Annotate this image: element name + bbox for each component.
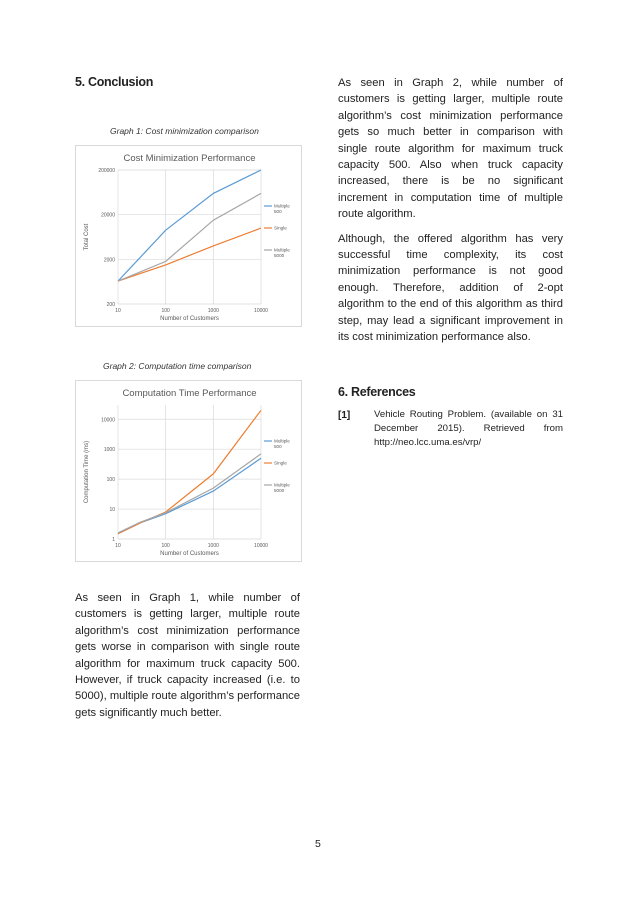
legend-label: Multiple 5000: [274, 482, 290, 493]
y-axis-title: Total Cost: [84, 223, 90, 251]
y-tick-label: 20000: [101, 212, 115, 219]
cost-chart: [75, 145, 302, 327]
left-paragraph: [75, 590, 300, 729]
graph2-discussion: As seen in Graph 2, while number of customers is getting larger, multiple route algorithm’s cost minimization performance gets so much better in comparison with single route algorithm for maximum truck capacity 500. Also when truck capacity increased, there is be no significant increment in computation time of multiple route algorithm.: [338, 77, 563, 221]
right-paragraphs: [338, 75, 563, 354]
chart-title: Cost Minimization Performance: [123, 153, 256, 164]
y-tick-label: 2000: [103, 257, 115, 264]
chart-title: Computation Time Performance: [122, 388, 257, 399]
x-axis-title: Number of Customers: [160, 316, 219, 322]
time-chart-svg: [76, 381, 301, 561]
time-chart: [75, 380, 302, 562]
x-tick-label: 10000: [254, 543, 268, 549]
x-tick-label: 1000: [207, 543, 219, 549]
series-line-3: [118, 193, 261, 281]
y-tick-label: 200: [106, 302, 115, 308]
y-tick-label: 1: [112, 537, 115, 543]
y-tick-label: 10: [109, 507, 115, 514]
x-tick-label: 100: [161, 308, 170, 314]
series-line-2: [118, 228, 261, 281]
cost-chart-svg: [76, 146, 301, 326]
legend-label: Single: [274, 460, 287, 466]
x-tick-label: 100: [161, 543, 170, 549]
y-tick-label: 200000: [98, 168, 115, 174]
legend-label: Multiple 500: [274, 203, 290, 214]
legend-label: Multiple 5000: [274, 247, 290, 258]
x-tick-label: 1000: [207, 308, 219, 314]
x-tick-label: 10: [115, 308, 121, 314]
references-heading: 6. References: [338, 385, 416, 399]
graph2-caption: Graph 2: Computation time comparison: [103, 361, 252, 371]
improvement-discussion: Although, the offered algorithm has very successful time complexity, its cost minimization performance is not good enough. Therefore, addition of 2-opt algorithm to the end of this algorithm as third step, may lead a significant improvement in its cost minimization performance also.: [338, 232, 563, 344]
legend-label: Multiple 500: [274, 438, 290, 449]
reference-number: [1]: [338, 410, 351, 421]
conclusion-heading: 5. Conclusion: [75, 75, 154, 89]
series-line-2: [118, 410, 261, 533]
legend-label: Single: [274, 225, 287, 231]
y-tick-label: 100: [106, 477, 115, 484]
y-axis-title: Computation Time (ms): [84, 440, 90, 504]
x-axis-title: Number of Customers: [160, 551, 219, 557]
reference-text: Vehicle Routing Problem. (available on 31 December 2015). Retrieved from http://neo.lcc.uma.es/vrp/: [374, 409, 563, 448]
x-tick-label: 10000: [254, 308, 268, 314]
y-tick-label: 1000: [103, 447, 115, 454]
graph1-caption: Graph 1: Cost minimization comparison: [110, 126, 259, 136]
y-tick-label: 10000: [101, 417, 115, 424]
page-number: 5: [315, 838, 321, 850]
series-line-1: [118, 170, 261, 281]
graph1-discussion: As seen in Graph 1, while number of customers is getting larger, multiple route algorithm’s cost minimization performance gets worse in comparison with single route algorithm for maximum truck capacity 500. However, if truck capacity increased (i.e. to 5000), multiple route algorithm’s performance gets significantly much better.: [75, 592, 300, 719]
x-tick-label: 10: [115, 543, 121, 549]
